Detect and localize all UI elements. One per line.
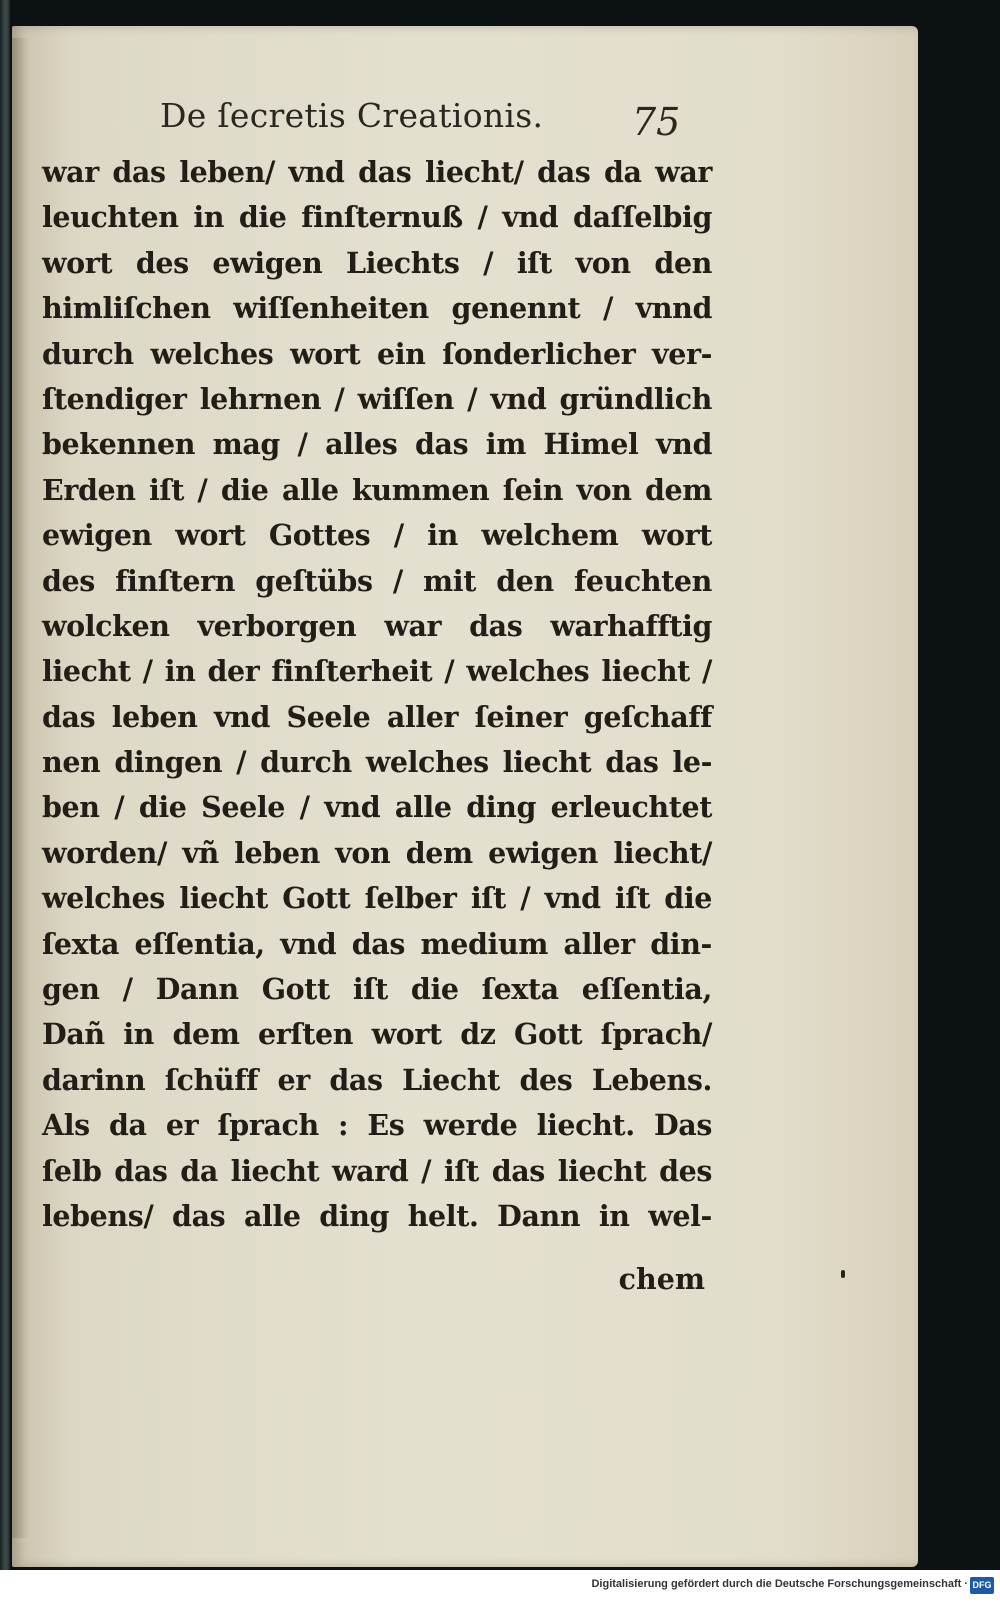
text-line: welches liecht Gott ſelber iſt / vnd iſt die [42,881,712,916]
page-number: 75 [632,100,681,144]
text-line: ſexta eſſentia, vnd das medium aller din- [42,926,712,961]
text-line: worden/ vñ leben von dem ewigen liecht/ [42,835,712,870]
text-line: wolcken verborgen war das warhafftig [42,608,712,643]
text-line: himliſchen wiſſenheiten genennt / vnnd [42,291,712,326]
dfg-logo-icon[interactable]: DFG [970,1577,994,1594]
text-line: das leben vnd Seele aller ſeiner geſchaff [42,699,712,734]
text-line: Erden iſt / die alle kummen ſein von dem [42,472,712,507]
text-line: darinn ſchüff er das Liecht des Lebens. [42,1062,712,1097]
text-line: nen dingen / durch welches liecht das le- [42,745,712,780]
text-line: des finſtern geſtübs / mit den feuchten [42,563,712,598]
text-line: Als da er ſprach : Es werde liecht. Das [42,1108,712,1143]
running-title: De ſecretis Creationis. [160,96,544,135]
text-line: gen / Dann Gott iſt die ſexta eſſentia, [42,972,712,1007]
text-line: wort des ewigen Liechts / iſt von den [42,245,712,280]
text-line: ſtendiger lehrnen / wiſſen / vnd gründlich [42,381,712,416]
text-line: ſelb das da liecht ward / iſt das liecht des [42,1153,712,1188]
ink-speck [841,1270,845,1278]
catchword: chem [618,1262,705,1296]
text-line: ben / die Seele / vnd alle ding erleuchtet [42,790,712,825]
text-line: durch welches wort ein ſonderlicher ver- [42,336,712,371]
text-line: ewigen wort Gottes / in welchem wort [42,518,712,553]
text-line: war das leben/ vnd das liecht/ das da war [42,155,712,189]
text-line: bekennen mag / alles das im Himel vnd [42,427,712,462]
footer-bar [0,1570,1000,1603]
body-text [42,150,712,1239]
book-spine-edge [0,0,10,1570]
text-line: liecht / in der finſterheit / welches liecht / [42,654,712,689]
text-line: lebens/ das alle ding helt. Dann in wel- [42,1198,712,1233]
text-line: Dañ in dem erſten wort dz Gott ſprach/ [42,1017,712,1052]
page-gutter-shadow [12,38,30,1538]
text-line: leuchten in die finſternuß / vnd daſſelbig [42,200,712,235]
funding-credit: Digitalisierung gefördert durch die Deutsche Forschungsgemeinschaft · [591,1578,968,1590]
